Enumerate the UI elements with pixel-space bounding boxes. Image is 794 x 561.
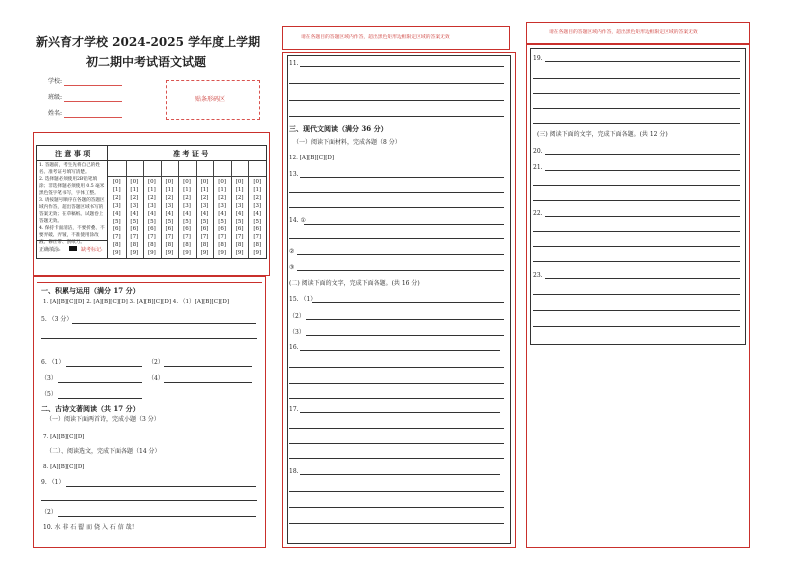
exam-title: 新兴育才学校 2024-2025 学年度上学期 bbox=[36, 35, 261, 49]
q6-3-line[interactable] bbox=[58, 382, 142, 383]
ticket-digit-bubble[interactable]: [1] bbox=[200, 186, 209, 193]
q9-2-line[interactable] bbox=[58, 516, 256, 517]
ticket-digit-bubble[interactable]: [4] bbox=[130, 210, 139, 217]
q14-2-line[interactable] bbox=[297, 254, 504, 255]
q16-line-3[interactable] bbox=[289, 383, 504, 384]
q6-4-label: （4） bbox=[148, 375, 164, 382]
ticket-digit-bubble[interactable]: [0] bbox=[253, 179, 262, 185]
ticket-digit-bubble[interactable]: [7] bbox=[253, 234, 262, 241]
ticket-digit-bubble[interactable]: [9] bbox=[112, 250, 121, 257]
notice-item-2: 2. 选择题必须使用2B铅笔填涂；非选择题必须使用 0.5 毫米黑色签字笔书写，字体工整。 bbox=[39, 177, 105, 196]
q21-line-3[interactable] bbox=[533, 200, 740, 201]
q14-3-label: ③ bbox=[289, 264, 295, 271]
q19-line-4[interactable] bbox=[533, 108, 740, 109]
ticket-digit-bubble[interactable]: [4] bbox=[200, 210, 209, 217]
ticket-digit-bubble[interactable]: [8] bbox=[147, 242, 156, 249]
q18-line-1[interactable] bbox=[300, 474, 500, 475]
ticket-digit-bubble[interactable]: [8] bbox=[183, 242, 191, 249]
ticket-title: 准 考 证 号 bbox=[173, 149, 209, 158]
q16-line-4[interactable] bbox=[289, 398, 504, 399]
ticket-digit-bubble[interactable]: [7] bbox=[183, 234, 191, 241]
q18-line-4[interactable] bbox=[289, 523, 504, 524]
ticket-digit-bubble[interactable]: [5] bbox=[200, 218, 209, 225]
q15-1-line[interactable] bbox=[312, 302, 504, 303]
q11-line-4[interactable] bbox=[289, 116, 504, 117]
ticket-digit-bubble[interactable]: [1] bbox=[112, 186, 121, 193]
middle-warning-box bbox=[282, 26, 510, 50]
q14-2-label: ② bbox=[289, 248, 295, 255]
q13-line-1[interactable] bbox=[300, 177, 504, 178]
q23-line-2[interactable] bbox=[533, 294, 740, 295]
ticket-digit-bubble[interactable]: [6] bbox=[165, 226, 174, 233]
q18-line-2[interactable] bbox=[289, 491, 504, 492]
ticket-digit-bubble[interactable]: [9] bbox=[165, 250, 174, 257]
ticket-digit-bubble[interactable]: [2] bbox=[253, 194, 262, 201]
ticket-digit-bubble[interactable]: [0] bbox=[112, 179, 121, 185]
q5-label: 5. （3 分） bbox=[41, 316, 73, 323]
q23-line-1[interactable] bbox=[545, 278, 740, 279]
ticket-digit-bubble[interactable]: [1] bbox=[165, 186, 174, 193]
ticket-digit-bubble[interactable]: [1] bbox=[235, 186, 244, 193]
ticket-digit-bubble[interactable]: [6] bbox=[130, 226, 139, 233]
ticket-digit-bubble[interactable]: [6] bbox=[253, 226, 262, 233]
section-2-sub-2: （二）、阅读选文，完成下面各题（14 分） bbox=[46, 448, 161, 455]
ticket-digit-bubble[interactable]: [0] bbox=[235, 179, 244, 185]
ticket-digit-bubble[interactable]: [3] bbox=[112, 202, 121, 209]
ticket-digit-bubble[interactable]: [8] bbox=[165, 242, 174, 249]
q19-line-5[interactable] bbox=[533, 123, 740, 124]
ticket-digit-bubble[interactable]: [2] bbox=[183, 194, 191, 201]
ticket-digit-bubble[interactable]: [6] bbox=[200, 226, 209, 233]
q17-line-1[interactable] bbox=[300, 412, 500, 413]
q15-3-line[interactable] bbox=[306, 335, 504, 336]
ticket-digit-bubble[interactable]: [8] bbox=[218, 242, 226, 249]
ticket-digit-bubble[interactable]: [2] bbox=[235, 194, 244, 201]
q9-1-line-2[interactable] bbox=[41, 500, 257, 501]
ticket-digit-bubble[interactable]: [4] bbox=[218, 210, 226, 217]
q11-label: 11. bbox=[289, 60, 299, 67]
ticket-digit-bubble[interactable]: [4] bbox=[165, 210, 174, 217]
q5-line-1[interactable] bbox=[72, 323, 256, 324]
section-3-sub-1: （一）阅读下面材料，完成各题（8 分） bbox=[293, 139, 401, 146]
ticket-digit-bubble[interactable]: [9] bbox=[147, 250, 156, 257]
ticket-digit-bubble[interactable]: [3] bbox=[218, 202, 226, 209]
q11-line-2[interactable] bbox=[289, 83, 504, 84]
ticket-digit-bubble[interactable]: [1] bbox=[253, 186, 262, 193]
q6-4-line[interactable] bbox=[164, 382, 252, 383]
q9-2-label: （2） bbox=[41, 509, 57, 516]
ticket-digit-bubble[interactable]: [3] bbox=[147, 202, 156, 209]
q19-label: 19. bbox=[533, 55, 543, 62]
ticket-digit-bubble[interactable]: [6] bbox=[183, 226, 191, 233]
ticket-digit-bubble[interactable]: [9] bbox=[183, 250, 191, 257]
q20-line[interactable] bbox=[545, 154, 740, 155]
school-field[interactable] bbox=[64, 85, 122, 86]
ticket-digit-bubble[interactable]: [6] bbox=[147, 226, 156, 233]
q6-2-label: （2） bbox=[148, 359, 164, 366]
ticket-digit-bubble[interactable]: [8] bbox=[130, 242, 139, 249]
q18-label: 18. bbox=[289, 468, 299, 475]
ticket-digit-bubble[interactable]: [2] bbox=[130, 194, 139, 201]
q9-1-label: 9. （1） bbox=[41, 479, 65, 486]
q16-line-2[interactable] bbox=[289, 367, 504, 368]
q21-line-2[interactable] bbox=[533, 185, 740, 186]
q17-line-4[interactable] bbox=[289, 458, 504, 459]
ticket-digit-bubble[interactable]: [2] bbox=[147, 194, 156, 201]
correct-fill-sample bbox=[69, 246, 77, 251]
q13-line-3[interactable] bbox=[289, 207, 504, 208]
section-2-title: 二、古诗文著阅读（共 17 分） bbox=[41, 404, 140, 413]
middle-warning: 请在各题目的答题区域内作答，超出黑色矩形边框限定区域的答案无效 bbox=[301, 35, 450, 40]
ticket-digit-bubble[interactable]: [3] bbox=[235, 202, 244, 209]
q11-line-1[interactable] bbox=[300, 66, 504, 67]
ticket-digit-bubble[interactable]: [0] bbox=[183, 179, 191, 185]
ticket-digit-bubble[interactable]: [9] bbox=[218, 250, 226, 257]
q7-choices[interactable]: 7. [A][B][C][D] bbox=[43, 434, 85, 440]
ticket-digit-bubble[interactable]: [4] bbox=[253, 210, 262, 217]
ticket-digit-bubble[interactable]: [5] bbox=[235, 218, 244, 225]
q9-1-line-1[interactable] bbox=[66, 486, 256, 487]
q23-line-3[interactable] bbox=[533, 310, 740, 311]
q15-2-label: （2） bbox=[289, 313, 305, 320]
q22-label: 22. bbox=[533, 210, 543, 217]
ticket-digit-bubble[interactable]: [7] bbox=[218, 234, 226, 241]
notice-title: 注 意 事 项 bbox=[55, 149, 91, 158]
q20-label: 20. bbox=[533, 148, 543, 155]
correct-fill-label: 正确填涂: bbox=[39, 247, 61, 253]
ticket-digit-bubble[interactable]: [6] bbox=[218, 226, 226, 233]
ticket-digit-bubble[interactable]: [1] bbox=[147, 186, 156, 193]
q22-line-3[interactable] bbox=[533, 246, 740, 247]
notice-box bbox=[36, 145, 267, 259]
ticket-digit-bubble[interactable]: [0] bbox=[147, 179, 156, 185]
q18-line-3[interactable] bbox=[289, 507, 504, 508]
q14-3-line[interactable] bbox=[297, 270, 504, 271]
q16-line-1[interactable] bbox=[300, 350, 500, 351]
q1-4-choices[interactable]: 1. [A][B][C][D] 2. [A][B][C][D] 3. [A][B][C][D] 4. （1）[A][B][C][D] bbox=[43, 299, 230, 305]
section-3-sub-2: (二) 阅读下面的文字，完成下面各题。(共 16 分) bbox=[289, 280, 420, 287]
ticket-digit-bubble[interactable]: [8] bbox=[253, 242, 262, 249]
notice-items bbox=[39, 162, 105, 245]
ticket-digit-bubble[interactable]: [9] bbox=[130, 250, 139, 257]
notice-item-3: 3. 请按题号顺序在各题的答题区域内作答，超出答题区域书写的答案无效；在草稿纸、试题卷上答题无效。 bbox=[39, 198, 105, 224]
ticket-digit-bubble[interactable]: [8] bbox=[235, 242, 244, 249]
section-3-title: 三、现代文阅读（满分 36 分） bbox=[289, 124, 388, 133]
ticket-digit-bubble[interactable]: [8] bbox=[200, 242, 209, 249]
ticket-digit-bubble[interactable]: [0] bbox=[200, 179, 209, 185]
ticket-digit-bubble[interactable]: [9] bbox=[200, 250, 209, 257]
ticket-digit-bubble[interactable]: [2] bbox=[200, 194, 209, 201]
ticket-digit-bubble[interactable]: [7] bbox=[112, 234, 121, 241]
section-3-sub-3: (三) 阅读下面的文字，完成下面各题。(共 12 分) bbox=[537, 131, 668, 138]
ticket-digit-bubble[interactable]: [5] bbox=[218, 218, 226, 225]
q17-line-2[interactable] bbox=[289, 428, 504, 429]
q19-line-1[interactable] bbox=[545, 61, 740, 62]
q23-label: 23. bbox=[533, 272, 543, 279]
section-1-title: 一、积累与运用（满分 17 分） bbox=[41, 286, 140, 295]
ticket-digit-bubble[interactable]: [0] bbox=[165, 179, 174, 185]
ticket-digit-bubble[interactable]: [5] bbox=[165, 218, 174, 225]
ticket-digit-bubble[interactable]: [5] bbox=[147, 218, 156, 225]
ticket-digit-bubble[interactable]: [9] bbox=[235, 250, 244, 257]
q6-3-label: （3） bbox=[41, 375, 57, 382]
q15-3-label: （3） bbox=[289, 329, 305, 336]
q19-line-3[interactable] bbox=[533, 93, 740, 94]
q17-line-3[interactable] bbox=[289, 443, 504, 444]
ticket-digit-bubble[interactable]: [5] bbox=[112, 218, 121, 225]
ticket-digit-bubble[interactable]: [7] bbox=[165, 234, 174, 241]
ticket-digit-bubble[interactable]: [3] bbox=[183, 202, 191, 209]
name-label: 姓名: bbox=[48, 110, 63, 117]
notice-item-1: 1. 答题前，考生先将自己的姓名、准考证号填写清楚。 bbox=[39, 163, 100, 175]
q21-label: 21. bbox=[533, 164, 543, 171]
ticket-digit-bubble[interactable]: [2] bbox=[165, 194, 174, 201]
q11-line-3[interactable] bbox=[289, 100, 504, 101]
ticket-number-grid bbox=[108, 160, 266, 258]
q22-line-4[interactable] bbox=[533, 261, 740, 262]
q21-line-1[interactable] bbox=[545, 170, 740, 171]
q14-1-label: 14. ① bbox=[289, 217, 306, 224]
class-label: 班级: bbox=[48, 94, 63, 101]
ticket-digit-bubble[interactable]: [9] bbox=[253, 250, 262, 257]
ticket-digit-bubble[interactable]: [3] bbox=[200, 202, 209, 209]
class-field[interactable] bbox=[64, 101, 122, 102]
ticket-digit-bubble[interactable]: [6] bbox=[112, 226, 121, 233]
barcode-area bbox=[166, 80, 260, 120]
barcode-label: 贴条形码区 bbox=[195, 96, 226, 103]
q5-line-2[interactable] bbox=[41, 338, 257, 339]
school-label: 学校: bbox=[48, 78, 63, 85]
ticket-digit-bubble[interactable]: [5] bbox=[183, 218, 191, 225]
ticket-digit-bubble[interactable]: [4] bbox=[235, 210, 244, 217]
q12-choices[interactable]: 12. [A][B][C][D] bbox=[289, 155, 335, 161]
ticket-digit-bubble[interactable]: [4] bbox=[183, 210, 191, 217]
ticket-digit-bubble[interactable]: [7] bbox=[147, 234, 156, 241]
q14-1-line-2[interactable] bbox=[289, 238, 504, 239]
ticket-digit-bubble[interactable]: [2] bbox=[218, 194, 226, 201]
q23-line-4[interactable] bbox=[533, 326, 740, 327]
ticket-digit-bubble[interactable]: [5] bbox=[253, 218, 262, 225]
ticket-digit-bubble[interactable]: [3] bbox=[253, 202, 262, 209]
q13-label: 13. bbox=[289, 171, 299, 178]
q14-1-line[interactable] bbox=[304, 224, 504, 225]
q10-text: 10. 水 非 石 罶 而 侥 入 石 信 哉！ bbox=[43, 524, 138, 531]
q8-choices[interactable]: 8. [A][B][C][D] bbox=[43, 464, 85, 470]
ticket-digit-bubble[interactable]: [3] bbox=[165, 202, 174, 209]
ticket-digit-bubble[interactable]: [6] bbox=[235, 226, 244, 233]
q6-5-label: （5） bbox=[41, 391, 57, 398]
q22-line-1[interactable] bbox=[545, 216, 740, 217]
right-warning: 请在各题目的答题区域内作答，超出黑色矩形边框限定区域的答案无效 bbox=[549, 30, 698, 35]
ticket-digit-bubble[interactable]: [0] bbox=[130, 179, 139, 185]
q6-1-line[interactable] bbox=[66, 366, 142, 367]
q22-line-2[interactable] bbox=[533, 231, 740, 232]
ticket-digit-bubble[interactable]: [2] bbox=[112, 194, 121, 201]
q6-1-label: 6. （1） bbox=[41, 359, 65, 366]
right-warning-box bbox=[526, 22, 750, 44]
ticket-digit-bubble[interactable]: [3] bbox=[130, 202, 139, 209]
ticket-digit-bubble[interactable]: [1] bbox=[130, 186, 139, 193]
ticket-digit-bubble[interactable]: [8] bbox=[112, 242, 121, 249]
exam-subtitle: 初二期中考试语文试题 bbox=[86, 55, 207, 69]
ticket-digit-bubble[interactable]: [1] bbox=[218, 186, 226, 193]
q17-label: 17. bbox=[289, 406, 299, 413]
ticket-digit-bubble[interactable]: [1] bbox=[183, 186, 191, 193]
ticket-digit-bubble[interactable]: [5] bbox=[130, 218, 139, 225]
q15-2-line[interactable] bbox=[306, 319, 504, 320]
notice-item-4: 4. 保持卡面清洁，不要折叠、不要弄破、弄皱，不准使用涂改液、修正带、刮纸刀。 bbox=[39, 226, 105, 245]
q6-5-line[interactable] bbox=[58, 398, 142, 399]
q15-1-label: 15. （1） bbox=[289, 296, 317, 303]
ticket-digit-bubble[interactable]: [4] bbox=[112, 210, 121, 217]
ticket-digit-bubble[interactable]: [7] bbox=[235, 234, 244, 241]
ticket-digit-bubble[interactable]: [7] bbox=[130, 234, 139, 241]
ticket-digit-bubble[interactable]: [4] bbox=[147, 210, 156, 217]
ticket-digit-bubble[interactable]: [7] bbox=[200, 234, 209, 241]
q6-2-line[interactable] bbox=[164, 366, 252, 367]
absent-mark-label: 缺考标记: bbox=[81, 247, 103, 253]
section-2-sub-1: （一）阅读下面两首诗，完成小题（3 分） bbox=[46, 416, 160, 423]
q19-line-2[interactable] bbox=[533, 78, 740, 79]
name-field[interactable] bbox=[64, 117, 122, 118]
q13-line-2[interactable] bbox=[289, 192, 504, 193]
q16-label: 16. bbox=[289, 344, 299, 351]
ticket-digit-bubble[interactable]: [0] bbox=[218, 179, 226, 185]
